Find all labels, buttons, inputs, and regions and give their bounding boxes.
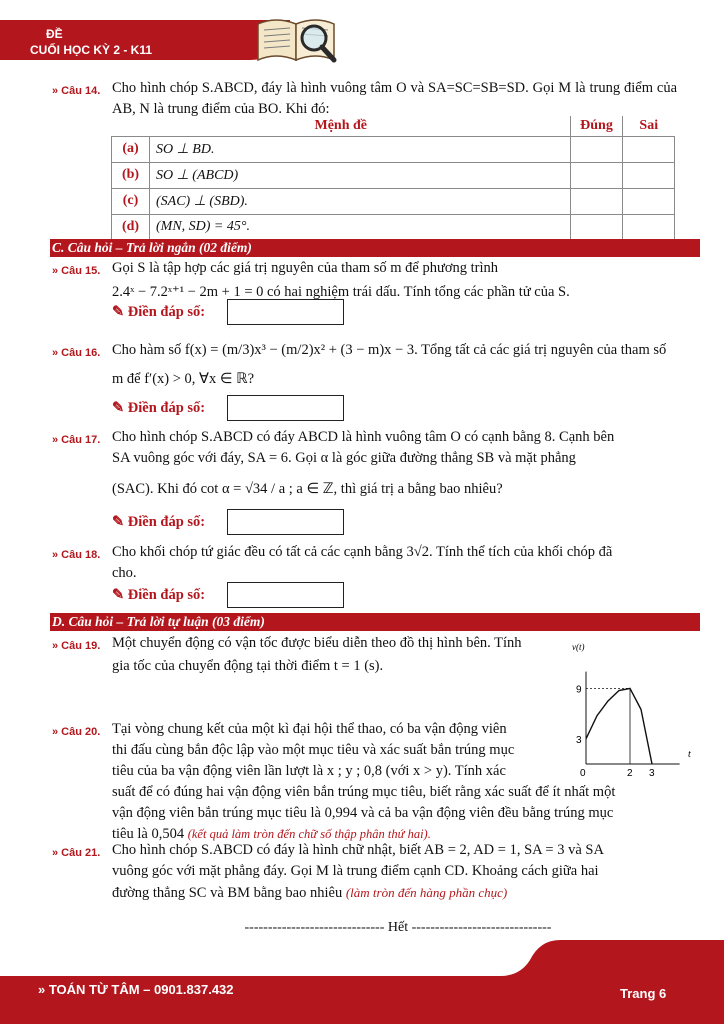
- page-number: Trang 6: [620, 986, 667, 1001]
- question-16: [52, 340, 677, 390]
- x-tick-label: 0: [580, 768, 586, 779]
- question-text: tiêu là 0,504: [112, 826, 185, 842]
- y-axis-label: v(t): [572, 642, 585, 652]
- rounding-note: (làm tròn đến hàng phần chục): [345, 885, 508, 900]
- question-line: m để f′(x) > 0, ∀x ∈ ℝ?: [112, 371, 255, 387]
- question-label: » Câu 16.: [52, 347, 101, 359]
- answer-input[interactable]: [227, 299, 344, 325]
- question-line: 2.4ˣ − 7.2ˣ⁺¹ − 2m + 1 = 0 có hai nghiệm trái dấu. Tính tổng các phần tử của S.: [112, 284, 570, 300]
- question-line: Gọi S là tập hợp các giá trị nguyên của tham số m để phương trình: [112, 260, 499, 276]
- question-line: cho.: [112, 565, 137, 581]
- question-line: SA vuông góc với đáy, SA = 6. Gọi α là góc giữa đường thẳng SB và mặt phẳng: [112, 450, 576, 466]
- row-label: (a): [112, 136, 150, 162]
- x-axis-label: t: [688, 749, 691, 760]
- question-label: » Câu 17.: [52, 434, 101, 446]
- question-line: tiêu của ba vận động viên lần lượt là x ; y ; 0,8 (với x > y). Tính xác: [112, 763, 506, 779]
- y-tick-label: 9: [576, 684, 582, 696]
- question-line: thi đấu cùng bắn độc lập vào một mục tiêu và xác suất bắn trúng mục: [112, 742, 515, 758]
- question-text: đường thẳng SC và BM bằng bao nhiêu: [112, 885, 343, 901]
- row-statement: SO ⊥ (ABCD): [150, 162, 571, 188]
- footer-brand: » TOÁN TỪ TÂM – 0901.837.432: [38, 982, 234, 997]
- true-cell[interactable]: [571, 136, 623, 162]
- section-c-bar: C. Câu hỏi – Trả lời ngắn (02 điểm): [50, 239, 700, 257]
- true-cell[interactable]: [571, 188, 623, 214]
- question-14: [52, 78, 677, 120]
- question-label: » Câu 15.: [52, 265, 101, 277]
- question-label: » Câu 14.: [52, 85, 101, 97]
- table-row: [112, 136, 675, 162]
- x-tick-label: 3: [649, 768, 655, 779]
- section-d-bar: D. Câu hỏi – Trả lời tự luận (03 điểm): [50, 613, 700, 631]
- table-row: [112, 188, 675, 214]
- false-cell[interactable]: [623, 214, 675, 240]
- question-15: [52, 258, 677, 303]
- table-header-true: Đúng: [571, 116, 623, 136]
- answer-label: ✎ Điền đáp số:: [112, 587, 206, 603]
- question-18: [52, 542, 677, 584]
- question-line: Cho hình chóp S.ABCD có đáy là hình chữ nhật, biết AB = 2, AD = 1, SA = 3 và SA: [112, 842, 604, 858]
- row-label: (c): [112, 188, 150, 214]
- question-line: vận động viên bắn trúng mục tiêu là 0,994 và cả ba vận động viên đều bằng trúng mục: [112, 805, 614, 821]
- table-row: [112, 214, 675, 240]
- question-label: » Câu 21.: [52, 847, 101, 859]
- answer-label: ✎ Điền đáp số:: [112, 400, 206, 416]
- question-19: [52, 633, 562, 677]
- true-cell[interactable]: [571, 214, 623, 240]
- question-line: Cho khối chóp tứ giác đều có tất cả các cạnh bằng 3√2. Tính thể tích của khối chóp đã: [112, 544, 613, 560]
- question-line: vuông góc với mặt phẳng đáy. Gọi M là trung điểm cạnh CD. Khoảng cách giữa hai: [112, 863, 599, 879]
- question-line: gia tốc của chuyển động tại thời điểm t = 1 (s).: [112, 658, 384, 674]
- question-line: Tại vòng chung kết của một kì đại hội thể thao, có ba vận động viên: [112, 721, 507, 737]
- question-17: [52, 427, 677, 500]
- question-label: » Câu 18.: [52, 549, 101, 561]
- row-statement: (SAC) ⊥ (SBD).: [150, 188, 571, 214]
- x-tick-label: 2: [627, 768, 633, 779]
- question-line: (SAC). Khi đó cot α = √34 / a ; a ∈ ℤ, thì giá trị a bằng bao nhiêu?: [112, 481, 503, 497]
- statement-table: [111, 116, 675, 241]
- header-title-line2: CUỐI HỌC KỲ 2 - K11: [30, 43, 153, 57]
- question-line: Cho hàm số f(x) = (m/3)x³ − (m/2)x² + (3 − m)x − 3. Tổng tất cả các giá trị nguyên của tham số: [112, 342, 667, 358]
- answer-input[interactable]: [227, 509, 344, 535]
- book-magnifier-icon: [252, 8, 340, 66]
- answer-label: ✎ Điền đáp số:: [112, 514, 206, 530]
- y-tick-label: 3: [576, 734, 582, 746]
- header-title-line1: ĐỀ: [46, 27, 63, 41]
- false-cell[interactable]: [623, 136, 675, 162]
- question-line: Một chuyển động có vận tốc được biểu diễn theo đồ thị hình bên. Tính: [112, 635, 522, 651]
- table-header-false: Sai: [623, 116, 675, 136]
- answer-input[interactable]: [227, 395, 344, 421]
- table-row: [112, 162, 675, 188]
- table-header-row: [112, 116, 675, 136]
- answer-input[interactable]: [227, 582, 344, 608]
- question-21: [52, 840, 677, 904]
- false-cell[interactable]: [623, 162, 675, 188]
- rounding-note: (kết quả làm tròn đến chữ số thập phân thứ hai).: [187, 827, 431, 841]
- row-statement: SO ⊥ BD.: [150, 136, 571, 162]
- answer-label: ✎ Điền đáp số:: [112, 304, 206, 320]
- false-cell[interactable]: [623, 188, 675, 214]
- row-label: (d): [112, 214, 150, 240]
- question-line: suất để có đúng hai vận động viên bắn trúng mục tiêu, biết rằng xác suất để ít nhất một: [112, 784, 616, 800]
- question-label: » Câu 20.: [52, 726, 101, 738]
- question-line: [112, 882, 677, 904]
- question-text: Cho hình chóp S.ABCD, đáy là hình vuông tâm O và SA=SC=SB=SD. Gọi M là trung điểm của AB, N là trung điểm của BO. Khi đó:: [112, 80, 677, 117]
- table-header-statement: Mệnh đề: [112, 116, 571, 136]
- row-label: (b): [112, 162, 150, 188]
- end-marker: ------------------------------ Hết ------------------------------: [244, 920, 552, 935]
- question-line: Cho hình chóp S.ABCD có đáy ABCD là hình vuông tâm O có cạnh bằng 8. Cạnh bên: [112, 429, 615, 445]
- true-cell[interactable]: [571, 162, 623, 188]
- row-statement: (MN, SD) = 45°.: [150, 214, 571, 240]
- question-label: » Câu 19.: [52, 640, 101, 652]
- question-20: [52, 719, 677, 845]
- page-header: [0, 0, 724, 64]
